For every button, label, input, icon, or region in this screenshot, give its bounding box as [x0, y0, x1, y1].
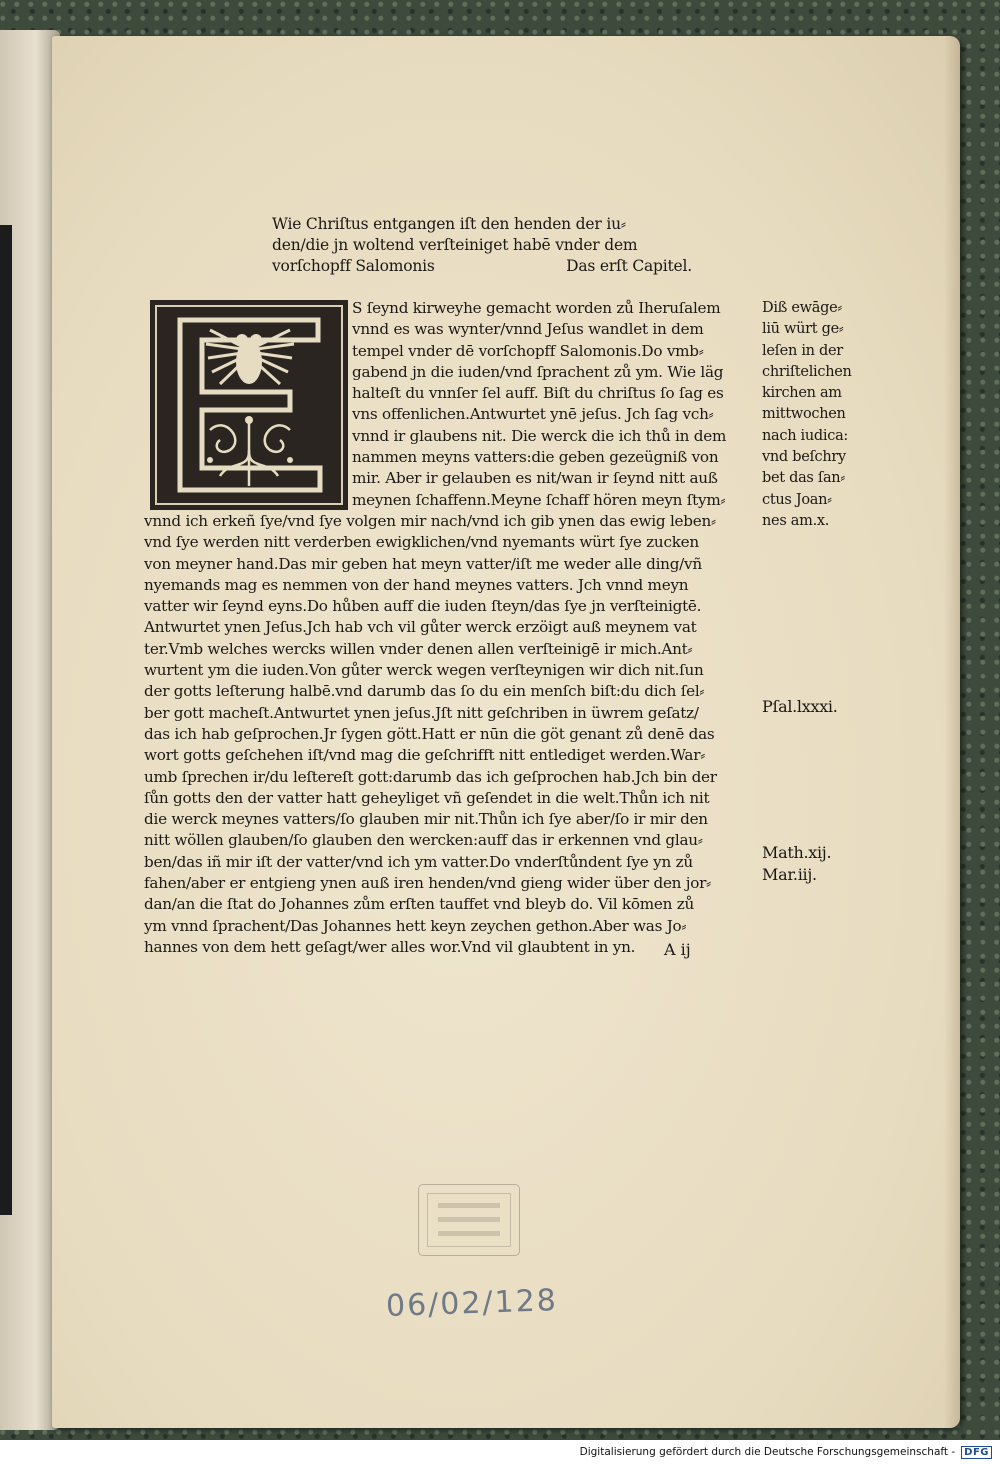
shelfmark-note: 06/02/128 [385, 1283, 559, 1324]
text-line: nyemands mag es nemmen von der hand meynes vatters. Jch vnnd meyn [144, 575, 689, 594]
text-line: Antwurtet ynen Jeſus.Jch hab vch vil gůter werck erzöigt auß meynem vat [144, 618, 697, 637]
marginal-line: chriſtelichen [762, 363, 852, 380]
footer-credit [0, 1440, 1000, 1464]
text-line: der gotts leſterung halbē.vnd darumb das ſo du ein menſch biſt:du dich ſel⸗ [144, 682, 705, 701]
text-line: mir. Aber ir gelauben es nit/wan ir ſeynd nitt auß [352, 469, 718, 488]
library-stamp-icon [418, 1184, 520, 1256]
gospel-text [144, 298, 754, 958]
chapter-label: Das erſt Capitel. [566, 257, 692, 275]
marginal-line: liū würt ge⸗ [762, 321, 844, 338]
text-line: meynen ſchaffenn.Meyne ſchaff hören meyn ſtym⸗ [352, 490, 726, 509]
marginal-line: Diß ewāge⸗ [762, 300, 842, 316]
text-line: tempel vnder dē vorſchopff Salomonis.Do vmb⸗ [352, 341, 704, 360]
left-page-edge [0, 30, 60, 1430]
marginal-line: mittwochen [762, 406, 846, 423]
book-page [52, 36, 960, 1428]
text-line: vns offenlichen.Antwurtet ynē jeſus. Jch ſag vch⸗ [352, 405, 714, 424]
page-right-shadow [944, 36, 960, 1428]
text-line: die werck meynes vatters/ſo glauben mir nit.Thůn ich ſye aber/ſo ir mir den [144, 810, 708, 829]
text-line: nammen meyns vatters:die geben gezeügniß von [352, 448, 719, 467]
marginal-line: vnd beſchry [762, 449, 846, 466]
marginal-note [762, 298, 872, 532]
text-line: wort gotts geſchehen iſt/vnd mag die geſchrifft nitt entlediget werden.War⸗ [144, 746, 706, 765]
heading-line-3-left: vorſchopff Salomonis [272, 257, 435, 275]
math-reference: Math.xij. [762, 843, 832, 862]
heading-line-1: Wie Chriſtus entgangen iſt den henden der iu⸗ [272, 215, 626, 233]
marginal-line: bet das ſan⸗ [762, 470, 845, 487]
mar-reference: Mar.iij. [762, 865, 817, 884]
heading-line-3 [272, 256, 692, 277]
text-line: vatter wir ſeynd eyns.Do hůben auff die iuden ſteyn/das ſye jn verſteinigtē. [144, 597, 702, 616]
text-line: vnnd ir glaubens nit. Die werck die ich thů in dem [352, 426, 727, 445]
dfg-logo-icon: DFG [961, 1446, 992, 1459]
marginal-line: ctus Joan⸗ [762, 491, 832, 508]
heading-line-2: den/die jn woltend verſteiniget habē vnder dem [272, 236, 638, 254]
stamp-line [438, 1217, 500, 1222]
chapter-heading [272, 214, 692, 277]
stamp-line [438, 1231, 500, 1236]
marginal-line: nach iudica: [762, 427, 848, 444]
text-line: ym vnnd ſprachent/Das Johannes hett keyn zeychen gethon.Aber was Jo⸗ [144, 916, 687, 935]
text-line: umb ſprechen ir/du leſtereſt gott:darumb das ich geſprochen hab.Jch bin der [144, 767, 717, 786]
text-line: wurtent ym die iuden.Von gůter werck wegen verſteynigen wir dich nit.ſun [144, 661, 704, 680]
text-line: vnnd ich erkeñ ſye/vnd ſye volgen mir nach/vnd ich gib ynen das ewig leben⸗ [144, 511, 716, 530]
text-line: S ſeynd kirweyhe gemacht worden zů Iheruſalem [352, 299, 721, 317]
text-line: ter.Vmb welches wercks willen vnder denen allen verſteinigē ir mich.Ant⸗ [144, 639, 693, 658]
text-line: ſůn gotts den der vatter hatt geheyliget vñ geſendet in die welt.Thůn ich nit [144, 788, 710, 807]
text-line: gabend jn die iuden/vnd ſprachent zů ym. Wie läg [352, 362, 724, 381]
psalm-reference: Pſal.lxxxi. [762, 697, 838, 716]
text-line: das ich hab geſprochen.Jr ſygen gött.Hatt er nūn die göt genant zů denē das [144, 724, 715, 743]
text-line: hannes von dem hett geſagt/wer alles wor.Vnd vil glaubtent in yn. [144, 937, 636, 956]
marginal-line: nes am.x. [762, 512, 830, 529]
signature-mark: A ij [664, 940, 691, 959]
text-line: nitt wöllen glauben/ſo glauben den wercken:auff das ir erkennen vnd glau⸗ [144, 831, 703, 850]
funding-credit: Digitalisierung gefördert durch die Deutsche Forschungsgemeinschaft - [579, 1446, 956, 1458]
stamp-inner-frame [427, 1193, 511, 1247]
text-line: vnd ſye werden nitt verderben ewigklichen/vnd nyemants würt ſye zucken [144, 533, 699, 552]
text-line: dan/an die ſtat do Johannes zům erſten tauffet vnd bleyb do. Vil kōmen zů [144, 895, 695, 914]
stamp-line [438, 1203, 500, 1208]
text-line: fahen/aber er entgieng ynen auß iren henden/vnd gieng wider über den jor⸗ [144, 874, 711, 893]
text-line: von meyner hand.Das mir geben hat meyn vatter/iſt me weder alle ding/vñ [144, 554, 702, 573]
text-line: ber gott macheſt.Antwurtet ynen jeſus.Jſt nitt geſchriben in üwrem geſatz/ [144, 703, 699, 722]
text-line: vnnd es was wynter/vnnd Jeſus wandlet in dem [352, 320, 704, 339]
marginal-line: kirchen am [762, 385, 842, 402]
text-line: ben/das iñ mir iſt der vatter/vnd ich ym vatter.Do vnderſtůndent ſye yn zů [144, 852, 693, 871]
text-line: halteſt du vnnſer ſel auff. Biſt du chriſtus ſo ſag es [352, 384, 724, 403]
left-page-dark-edge [0, 225, 12, 1215]
marginal-line: leſen in der [762, 342, 843, 359]
